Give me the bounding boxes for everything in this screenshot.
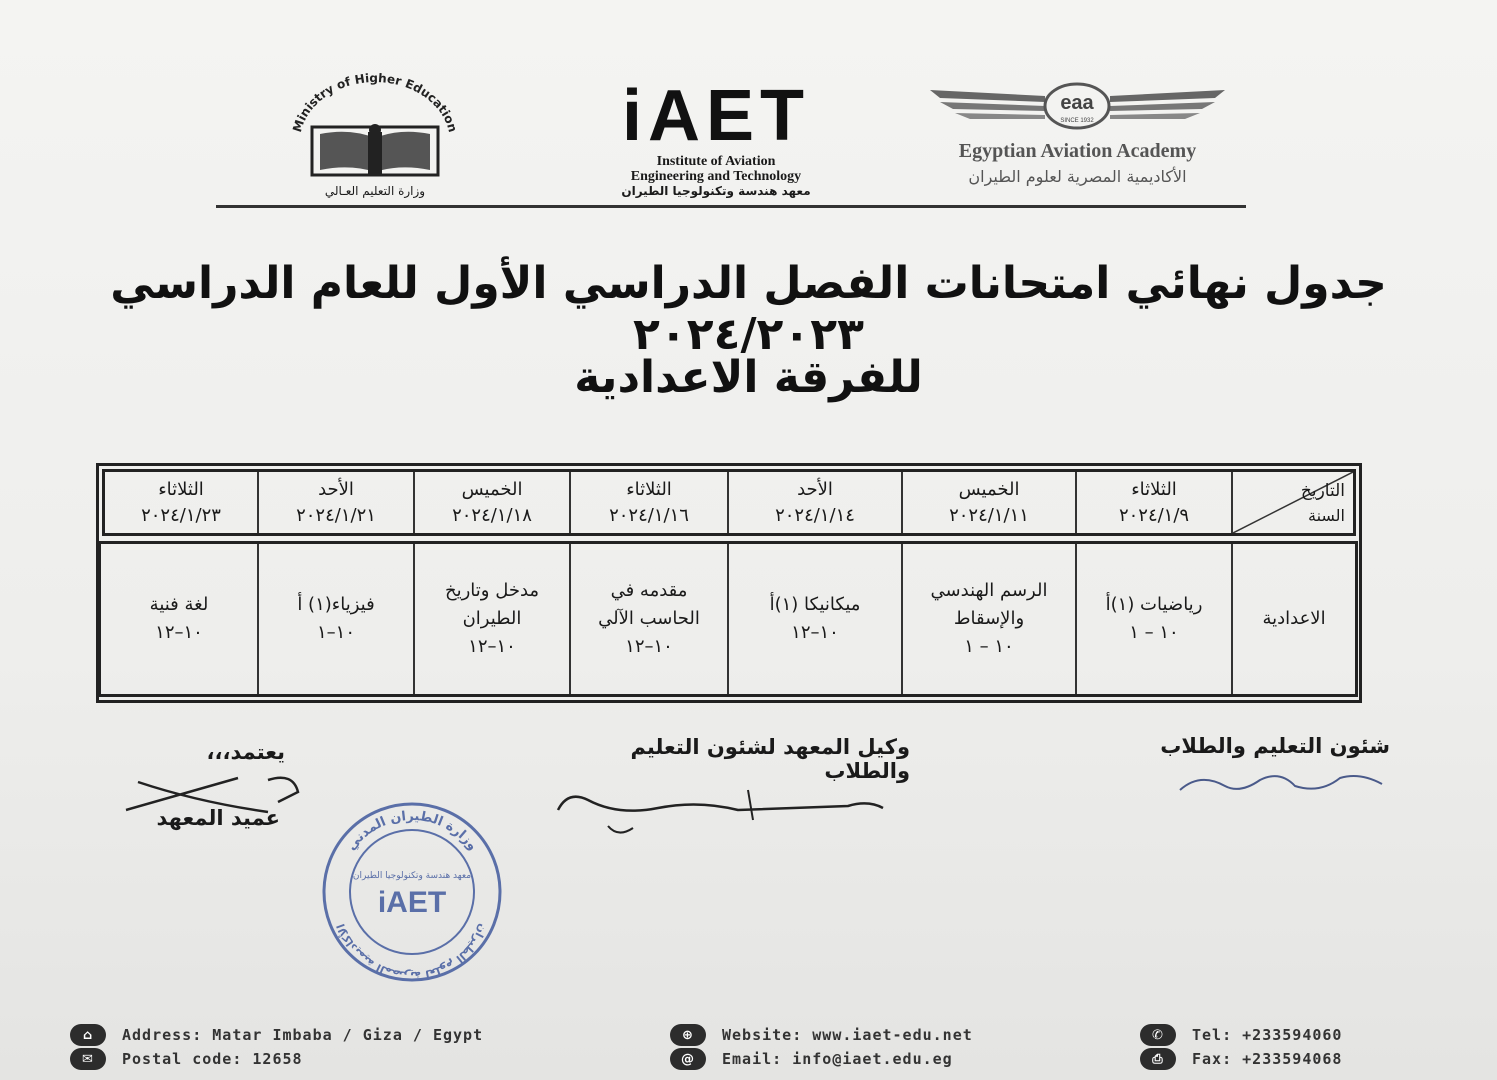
exam-time: ١٠–١٢ xyxy=(625,636,673,657)
ministry-emblem-icon xyxy=(280,72,470,184)
footer-address: ⌂ Address: Matar Imbaba / Giza / Egypt xyxy=(70,1024,483,1046)
ministry-ar-text: وزارة التعليم العـالي xyxy=(324,184,426,198)
exam-time: ١٠–١٢ xyxy=(468,636,516,657)
phone-icon: ✆ xyxy=(1140,1024,1176,1046)
eaa-badge-sub: SINCE 1932 xyxy=(1060,118,1094,124)
vice-dean-signature-label: وكيل المعهد لشئون التعليم والطلاب xyxy=(630,735,910,783)
date-value: ٢٠٢٤/١/٢٣ xyxy=(141,504,221,526)
iaet-mark: iAET xyxy=(621,76,810,156)
date-day: الأحد xyxy=(797,478,833,500)
table-header-row xyxy=(102,469,1356,536)
fax-icon: ⎙ xyxy=(1140,1048,1176,1070)
exam-time: ١٠–١٢ xyxy=(791,622,839,643)
date-value: ٢٠٢٤/١/١٦ xyxy=(609,504,689,526)
exam-subject: مدخل وتاريخ xyxy=(444,580,540,601)
exam-subject: لغة فنية xyxy=(149,594,209,615)
exam-cell xyxy=(101,544,257,694)
footer xyxy=(0,1010,1497,1080)
svg-text:الأكاديمية المصرية لعلوم الطير xyxy=(334,922,489,982)
date-cell xyxy=(413,472,569,533)
date-value: ٢٠٢٤/١/٩ xyxy=(1118,504,1190,526)
footer-tel: ✆ Tel: +233594060 xyxy=(1140,1024,1342,1046)
envelope-icon: ✉ xyxy=(70,1048,106,1070)
year-label: الاعدادية xyxy=(1262,608,1326,629)
exam-subject: والإسقاط xyxy=(953,608,1025,629)
year-cell xyxy=(1231,544,1355,694)
dean-signature-scribble xyxy=(118,772,308,822)
iaet-en-line1: Institute of Aviation xyxy=(656,154,776,169)
exam-cell xyxy=(901,544,1075,694)
exam-subject: الطيران xyxy=(462,608,522,629)
exam-cell xyxy=(569,544,727,694)
eaa-badge-text: eaa xyxy=(1060,92,1094,114)
corner-cell xyxy=(1231,472,1353,533)
date-cell xyxy=(257,472,413,533)
date-cell xyxy=(569,472,727,533)
table-body-row xyxy=(98,541,1358,697)
document-title: جدول نهائي امتحانات الفصل الدراسي الأول للعام الدراسي ٢٠٢٤/٢٠٢٣ xyxy=(110,258,1387,360)
date-day: الثلاثاء xyxy=(1131,478,1177,500)
svg-text:وزارة الطيران المدني xyxy=(344,809,480,854)
at-icon: @ xyxy=(670,1048,706,1070)
stamp-inner-text: معهد هندسة وتكنولوجيا الطيران xyxy=(352,871,472,881)
exam-cell xyxy=(727,544,901,694)
exam-time: ١٠–١٢ xyxy=(155,622,203,643)
approve-label: يعتمد،،، xyxy=(206,740,285,764)
exam-subject: ميكانيكا (١)أ xyxy=(769,594,861,615)
date-cell xyxy=(1075,472,1231,533)
document-subtitle: للفرقة الاعدادية xyxy=(574,352,923,403)
home-icon: ⌂ xyxy=(70,1024,106,1046)
stamp-outer-text: وزارة الطيران المدني xyxy=(344,808,481,854)
date-day: الخميس xyxy=(461,478,523,500)
date-cell xyxy=(105,472,257,533)
eaa-logo xyxy=(925,82,1230,197)
globe-icon: ⊕ xyxy=(670,1024,706,1046)
date-day: الثلاثاء xyxy=(626,478,672,500)
date-cell xyxy=(727,472,901,533)
affairs-signature-label: شئون التعليم والطلاب xyxy=(1160,734,1390,758)
date-value: ٢٠٢٤/١/١٨ xyxy=(452,504,532,526)
corner-date-label: التاريخ xyxy=(1300,481,1345,501)
exam-cell xyxy=(1075,544,1231,694)
date-value: ٢٠٢٤/١/١١ xyxy=(949,504,1029,526)
date-value: ٢٠٢٤/١/١٤ xyxy=(775,504,855,526)
iaet-logo xyxy=(556,78,876,198)
exam-subject: الحاسب الآلي xyxy=(598,608,700,629)
eaa-en-text: Egyptian Aviation Academy xyxy=(958,140,1197,162)
header-divider xyxy=(216,205,1246,208)
date-day: الخميس xyxy=(958,478,1020,500)
footer-website: ⊕ Website: www.iaet-edu.net xyxy=(670,1024,973,1046)
ministry-en-text: Ministry of Higher Education xyxy=(290,72,460,134)
footer-postal: ✉ Postal code: 12658 xyxy=(70,1048,303,1070)
exam-time: ١٠ – ١ xyxy=(1129,622,1179,643)
footer-fax: ⎙ Fax: +233594068 xyxy=(1140,1048,1342,1070)
exam-time: ١٠–١ xyxy=(317,622,356,643)
dean-signature-label: عميد المعهد xyxy=(156,806,280,830)
exam-subject: فيزياء(١) أ xyxy=(297,594,375,615)
date-day: الأحد xyxy=(318,478,354,500)
date-day: الثلاثاء xyxy=(158,478,204,500)
exam-cell xyxy=(257,544,413,694)
corner-year-label: السنة xyxy=(1308,506,1345,525)
iaet-en-line2: Engineering and Technology xyxy=(630,169,802,184)
date-cell xyxy=(901,472,1075,533)
vice-dean-signature-scribble xyxy=(548,780,888,850)
exam-cell xyxy=(413,544,569,694)
official-stamp xyxy=(320,800,505,985)
affairs-signature-scribble xyxy=(1170,762,1390,802)
eaa-wings-icon xyxy=(925,82,1230,132)
exam-subject: الرسم الهندسي xyxy=(930,580,1048,601)
eaa-ar-text: الأكاديمية المصرية لعلوم الطيران xyxy=(968,167,1187,186)
exam-time: ١٠ – ١ xyxy=(964,636,1014,657)
ministry-logo xyxy=(280,72,470,202)
iaet-ar-text: معهد هندسة وتكنولوجيا الطيران xyxy=(621,184,811,198)
stamp-bottom-text: الأكاديمية المصرية لعلوم الطيران xyxy=(334,921,490,983)
date-value: ٢٠٢٤/١/٢١ xyxy=(296,504,376,526)
exam-subject: مقدمه في xyxy=(610,580,688,601)
exam-subject: رياضيات (١)أ xyxy=(1105,594,1203,615)
footer-email: @ Email: info@iaet.edu.eg xyxy=(670,1048,953,1070)
stamp-mark: iAET xyxy=(377,886,447,919)
